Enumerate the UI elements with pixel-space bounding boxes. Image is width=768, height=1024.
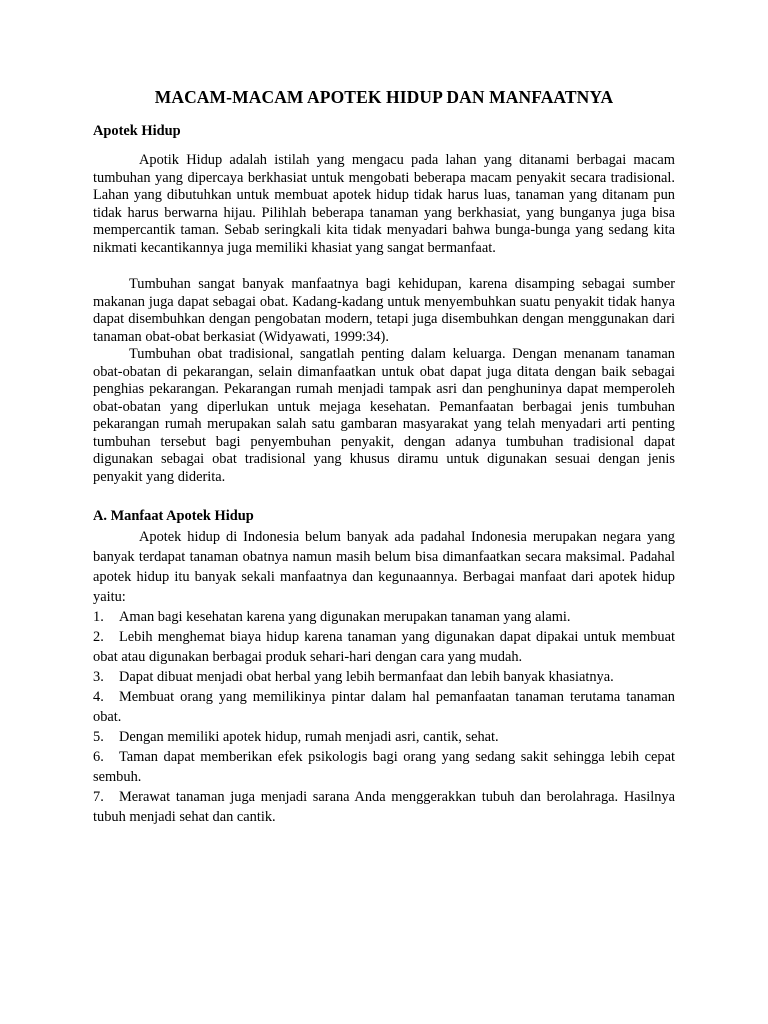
- manfaat-section: [93, 527, 675, 827]
- paragraph-definition: Apotik Hidup adalah istilah yang mengacu pada lahan yang ditanami berbagai macam tumbuhan yang dipercaya berkhasiat untuk mengobati beberapa macam penyakit secara tradisional. Lahan yang dibutuhkan untuk membuat apotek hidup tidak harus luas, tanaman yang ditanam pun tidak harus berwarna hijau. Pilihlah beberapa tanaman yang berkhasiat, yang bunganya juga bisa mempercantik taman. Sebab seringkali kita tidak menyadari bahwa bunga-bunga yang sedang kita nikmati kecantikannya juga memiliki khasiat yang sangat bermanfaat.: [93, 152, 675, 256]
- list-item: 2. Lebih menghemat biaya hidup karena tanaman yang digunakan dapat dipakai untuk membuat obat atau digunakan berbagai produk sehari-hari dengan cara yang mudah.: [93, 629, 675, 665]
- section-heading-apotek-hidup: Apotek Hidup: [93, 123, 181, 139]
- paragraph-manfaat-intro: Apotek hidup di Indonesia belum banyak ada padahal Indonesia merupakan negara yang banyak terdapat tanaman obatnya namun masih belum bisa dimanfaatkan secara maksimal. Padahal apotek hidup itu banyak sekali manfaatnya dan kegunaannya. Berbagai manfaat dari apotek hidup yaitu:: [93, 529, 675, 605]
- document-body: [93, 122, 675, 827]
- list-item: 5. Dengan memiliki apotek hidup, rumah menjadi asri, cantik, sehat.: [93, 729, 499, 745]
- paragraph-benefits: Tumbuhan sangat banyak manfaatnya bagi kehidupan, karena disamping sebagai sumber makanan juga dapat sebagai obat. Kadang-kadang untuk menyembuhkan suatu penyakit tidak hanya dapat disembuhkan dengan pengobatan modern, tetapi juga disembuhkan dengan menggunakan dari tanaman obat-obat berkasiat (Widyawati, 1999:34).: [93, 276, 675, 345]
- list-item: 6. Taman dapat memberikan efek psikologis bagi orang yang sedang sakit sehingga lebih cepat sembuh.: [93, 749, 675, 785]
- section-heading-manfaat: A. Manfaat Apotek Hidup: [93, 508, 254, 524]
- paragraph-traditional-medicine: Tumbuhan obat tradisional, sangatlah penting dalam keluarga. Dengan menanam tanaman obat-obatan di pekarangan, selain dimanfaatkan untuk obat dapat juga ditata dengan baik sebagai penghias pekarangan. Pekarangan rumah menjadi tampak asri dan penghuninya dapat memperoleh obat-obatan yang diperlukan untuk mejaga kesehatan. Pemanfaatan berbagai jenis tumbuhan pekarangan rumah merupakan salah satu gambaran masyarakat yang telah menyadari arti penting tumbuhan tersebut bagi penyembuhan penyakit, dengan adanya tumbuhan tradisional dapat digunakan sebagai obat tradisional yang khusus diramu untuk digunakan sesuai dengan jenis penyakit yang diderita.: [93, 346, 675, 485]
- list-item: 3. Dapat dibuat menjadi obat herbal yang lebih bermanfaat dan lebih banyak khasiatnya.: [93, 669, 614, 685]
- list-item: 1. Aman bagi kesehatan karena yang digunakan merupakan tanaman yang alami.: [93, 609, 571, 625]
- list-item: 7. Merawat tanaman juga menjadi sarana Anda menggerakkan tubuh dan berolahraga. Hasilnya tubuh menjadi sehat dan cantik.: [93, 789, 675, 825]
- list-item: 4. Membuat orang yang memilikinya pintar dalam hal pemanfaatan tanaman terutama tanaman obat.: [93, 689, 675, 725]
- document-title: MACAM-MACAM APOTEK HIDUP DAN MANFAATNYA: [154, 87, 614, 107]
